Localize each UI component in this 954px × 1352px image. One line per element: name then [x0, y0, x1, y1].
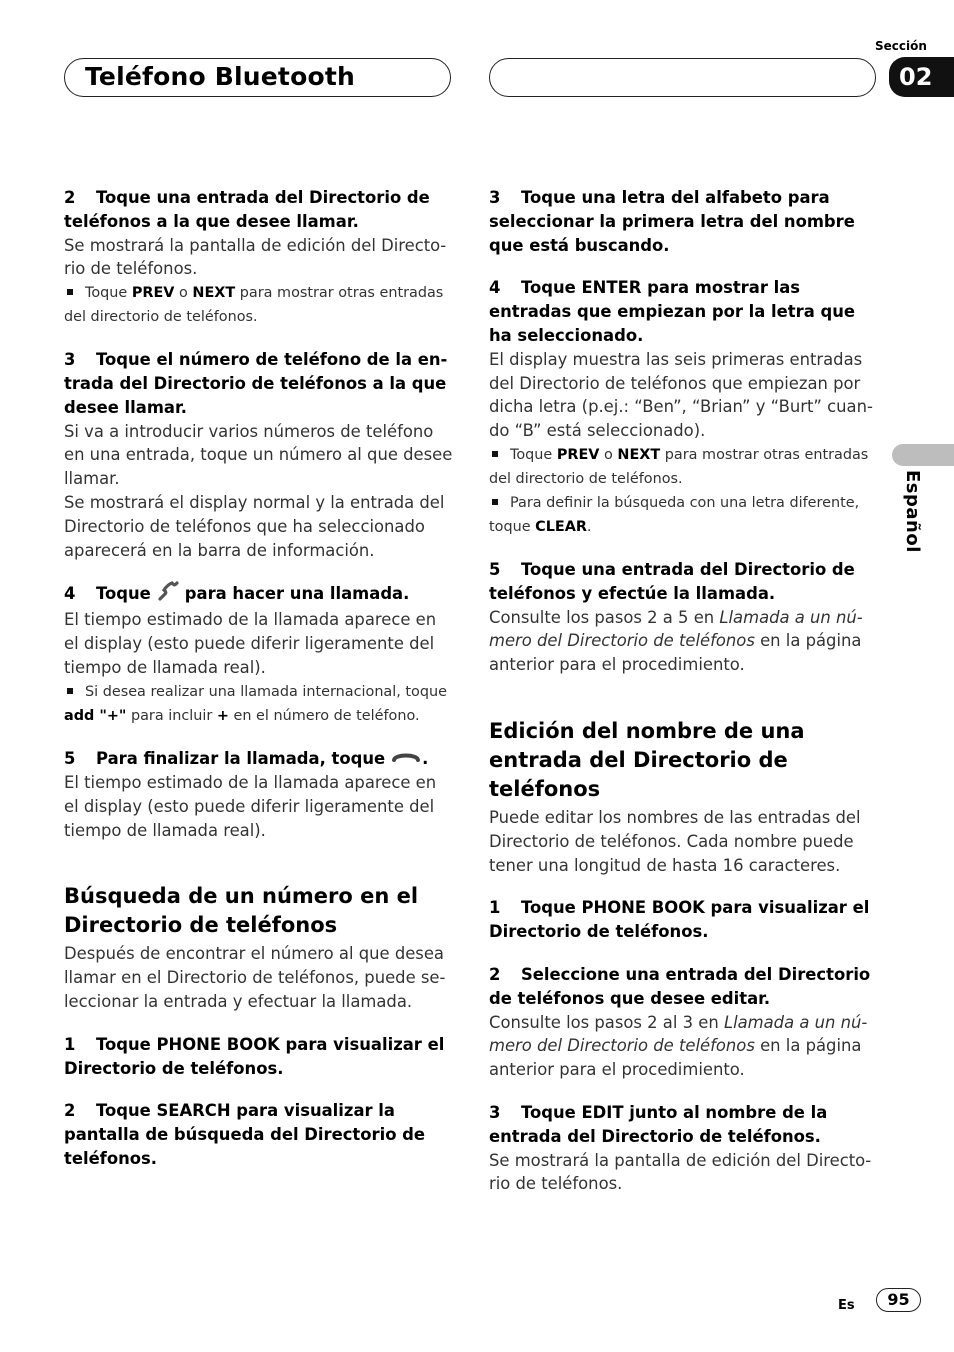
- step-body: El display muestra las seis primeras entradas del Directorio de teléfonos que empiezan por dicha letra (p.ej.: “Ben”, “Brian” y “Burt” cuando “B” está seleccionado).: [489, 349, 873, 441]
- right-column: [489, 186, 879, 1196]
- section-label: Sección: [875, 39, 927, 53]
- language-tab: [892, 444, 954, 466]
- note: Toque PREV o NEXT para mostrar otras entradas del directorio de teléfonos.: [489, 446, 869, 487]
- chapter-subtitle-box: [489, 58, 876, 97]
- step-heading: 3 Toque una letra del alfabeto para seleccionar la primera letra del nombre que está buscando.: [489, 188, 855, 255]
- step-body: Se mostrará el display normal y la entrada del Directorio de teléfonos que ha seleccionado aparecerá en la barra de información.: [64, 492, 445, 560]
- step-body: El tiempo estimado de la llamada aparece en el display (esto puede diferir ligeramente del tiempo de llamada real).: [64, 610, 437, 677]
- section-number-tab: 02: [889, 57, 954, 97]
- step-heading: 4 Toque para hacer una llamada.: [64, 581, 454, 608]
- step-heading: 2 Seleccione una entrada del Directorio de teléfonos que desee editar.: [489, 964, 871, 1008]
- phone-hangup-icon: [391, 747, 421, 771]
- step-heading: 5 Toque una entrada del Directorio de teléfonos y efectúe la llamada.: [489, 559, 855, 603]
- phone-call-icon: [157, 581, 179, 608]
- chapter-title: Teléfono Bluetooth: [85, 62, 355, 91]
- footer-language-code: Es: [838, 1298, 855, 1313]
- step-body: Si va a introducir varios números de teléfono en una entrada, toque un número al que desee llamar.: [64, 421, 453, 489]
- section-heading: Búsqueda de un número en el Directorio de teléfonos: [64, 884, 419, 938]
- bullet-square-icon: [492, 499, 498, 505]
- step-heading: 2 Toque SEARCH para visualizar la pantalla de búsqueda del Directorio de teléfonos.: [64, 1101, 426, 1168]
- bullet-square-icon: [67, 289, 73, 295]
- bullet-square-icon: [492, 451, 498, 457]
- step-body: El tiempo estimado de la llamada aparece en el display (esto puede diferir ligeramente del tiempo de llamada real).: [64, 772, 437, 840]
- section-intro: Después de encontrar el número al que desea llamar en el Directorio de teléfonos, puede seleccionar la entrada y efectuar la llamada.: [64, 944, 446, 1011]
- step-heading: 3 Toque el número de teléfono de la entrada del Directorio de teléfonos a la que desee llamar.: [64, 350, 448, 417]
- step-heading: 4 Toque ENTER para mostrar las entradas que empiezan por la letra que ha seleccionado.: [489, 278, 855, 345]
- note: Si desea realizar una llamada internacional, toque add "+" para incluir + en el número de teléfono.: [64, 683, 447, 724]
- language-label: Español: [902, 470, 923, 553]
- step-heading: 3 Toque EDIT junto al nombre de la entrada del Directorio de teléfonos.: [489, 1102, 828, 1146]
- section-intro: Puede editar los nombres de las entradas del Directorio de teléfonos. Cada nombre puede tener una longitud de hasta 16 caracteres.: [489, 807, 861, 875]
- step-body: Se mostrará la pantalla de edición del Directorio de teléfonos.: [64, 235, 447, 279]
- step-body: Consulte los pasos 2 a 5 en Llamada a un número del Directorio de teléfonos en la página anterior para el procedimiento.: [489, 607, 863, 675]
- chapter-title-box: [64, 58, 451, 97]
- step-body: Consulte los pasos 2 al 3 en Llamada a un número del Directorio de teléfonos en la página anterior para el procedimiento.: [489, 1012, 868, 1080]
- step-body: Se mostrará la pantalla de edición del Directorio de teléfonos.: [489, 1150, 872, 1194]
- bullet-square-icon: [67, 688, 73, 694]
- step-heading: 2 Toque una entrada del Directorio de teléfonos a la que desee llamar.: [64, 188, 430, 231]
- step-heading: 1 Toque PHONE BOOK para visualizar el Directorio de teléfonos.: [64, 1034, 445, 1078]
- step-heading: 1 Toque PHONE BOOK para visualizar el Directorio de teléfonos.: [489, 898, 870, 942]
- note: Para definir la búsqueda con una letra diferente, toque CLEAR.: [489, 494, 860, 535]
- section-heading: Edición del nombre de una entrada del Directorio de teléfonos: [489, 718, 805, 801]
- page-number: 95: [876, 1288, 921, 1312]
- note: Toque PREV o NEXT para mostrar otras entradas del directorio de teléfonos.: [64, 285, 444, 326]
- left-column: [64, 186, 454, 1171]
- step-heading: 5 Para finalizar la llamada, toque .: [64, 747, 454, 771]
